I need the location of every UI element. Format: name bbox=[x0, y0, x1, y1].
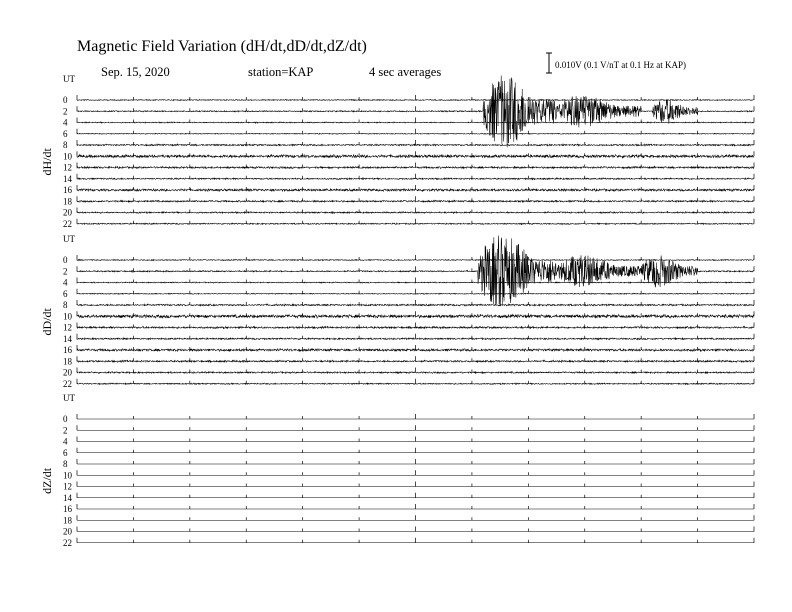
trace-line bbox=[77, 76, 754, 148]
hour-tick-label: 20 bbox=[63, 367, 72, 378]
hour-tick-label: 12 bbox=[63, 481, 72, 492]
trace-row bbox=[63, 515, 754, 525]
hour-tick-label: 2 bbox=[63, 266, 68, 277]
trace-row bbox=[63, 219, 754, 229]
hour-tick-label: 16 bbox=[63, 185, 72, 195]
trace-row bbox=[63, 356, 754, 366]
trace-line bbox=[77, 122, 754, 123]
trace-row bbox=[63, 414, 754, 424]
hour-tick-label: 8 bbox=[63, 459, 68, 469]
trace-row bbox=[63, 174, 754, 184]
ut-label: UT bbox=[63, 74, 75, 84]
hour-tick-label: 6 bbox=[63, 288, 68, 299]
scale-bar-label: 0.010V (0.1 V/nT at 0.1 Hz at KAP) bbox=[555, 60, 686, 70]
hour-tick-label: 10 bbox=[63, 311, 72, 322]
station-label: station=KAP bbox=[248, 65, 314, 79]
trace-row bbox=[63, 538, 754, 548]
trace-row bbox=[63, 425, 754, 435]
trace-row bbox=[63, 140, 754, 150]
panel-dD-dt bbox=[40, 234, 754, 389]
hour-tick-label: 0 bbox=[63, 414, 68, 424]
hour-tick-label: 10 bbox=[63, 151, 72, 162]
trace-row bbox=[63, 236, 754, 307]
axis-ylabel: dZ/dt bbox=[40, 467, 54, 494]
trace-row bbox=[63, 300, 754, 310]
trace-row bbox=[63, 459, 754, 469]
hour-tick-label: 2 bbox=[63, 425, 68, 436]
panel-dH-dt bbox=[40, 74, 754, 229]
trace-row bbox=[63, 129, 754, 139]
axis-ylabel: dD/dt bbox=[40, 308, 54, 336]
hour-tick-label: 16 bbox=[63, 345, 72, 355]
trace-row bbox=[63, 493, 754, 503]
hour-tick-label: 8 bbox=[63, 300, 68, 310]
hour-tick-label: 18 bbox=[63, 356, 72, 367]
trace-row bbox=[63, 323, 754, 333]
trace-row bbox=[63, 448, 754, 458]
hour-tick-label: 14 bbox=[63, 333, 72, 344]
trace-row bbox=[63, 437, 754, 447]
chart-title: Magnetic Field Variation (dH/dt,dD/dt,dZ/dt) bbox=[77, 38, 367, 55]
hour-tick-label: 12 bbox=[63, 162, 72, 173]
date-label: Sep. 15, 2020 bbox=[101, 65, 170, 79]
trace-row bbox=[63, 185, 754, 195]
hour-tick-label: 14 bbox=[63, 173, 72, 184]
trace-row bbox=[63, 368, 754, 378]
trace-row bbox=[63, 163, 754, 173]
hour-tick-label: 18 bbox=[63, 196, 72, 207]
trace-row bbox=[63, 76, 754, 148]
hour-tick-label: 6 bbox=[63, 128, 68, 139]
trace-row bbox=[63, 379, 754, 389]
hour-tick-label: 22 bbox=[63, 537, 72, 548]
hour-tick-label: 16 bbox=[63, 504, 72, 514]
trace-line bbox=[77, 178, 754, 180]
hour-tick-label: 10 bbox=[63, 470, 72, 481]
ut-label: UT bbox=[63, 234, 75, 244]
panel-dZ-dt bbox=[40, 393, 754, 548]
trace-row bbox=[63, 208, 754, 218]
trace-row bbox=[63, 151, 754, 161]
hour-tick-label: 4 bbox=[63, 277, 68, 288]
trace-row bbox=[63, 345, 754, 355]
hour-tick-label: 2 bbox=[63, 106, 68, 117]
hour-tick-label: 8 bbox=[63, 140, 68, 150]
trace-row bbox=[63, 278, 754, 288]
averaging-label: 4 sec averages bbox=[369, 65, 442, 79]
axis-ylabel: dH/dt bbox=[40, 148, 54, 176]
hour-tick-label: 18 bbox=[63, 515, 72, 526]
trace-row bbox=[63, 289, 754, 299]
trace-row bbox=[63, 482, 754, 492]
hour-tick-label: 22 bbox=[63, 218, 72, 229]
hour-tick-label: 14 bbox=[63, 492, 72, 503]
trace-row bbox=[63, 504, 754, 514]
trace-line bbox=[77, 259, 754, 260]
hour-tick-label: 12 bbox=[63, 322, 72, 333]
hour-tick-label: 4 bbox=[63, 436, 68, 447]
trace-row bbox=[63, 95, 754, 105]
hour-tick-label: 20 bbox=[63, 526, 72, 537]
hour-tick-label: 0 bbox=[63, 95, 68, 105]
trace-line bbox=[77, 144, 754, 146]
ut-label: UT bbox=[63, 393, 75, 403]
trace-row bbox=[63, 527, 754, 537]
trace-row bbox=[63, 334, 754, 344]
trace-row bbox=[63, 196, 754, 206]
hour-tick-label: 22 bbox=[63, 378, 72, 389]
hour-tick-label: 20 bbox=[63, 207, 72, 218]
hour-tick-label: 4 bbox=[63, 117, 68, 128]
trace-row bbox=[63, 118, 754, 128]
hour-tick-label: 6 bbox=[63, 447, 68, 458]
trace-row bbox=[63, 311, 754, 321]
hour-tick-label: 0 bbox=[63, 255, 68, 265]
trace-row bbox=[63, 470, 754, 480]
scale-bar bbox=[546, 53, 552, 73]
